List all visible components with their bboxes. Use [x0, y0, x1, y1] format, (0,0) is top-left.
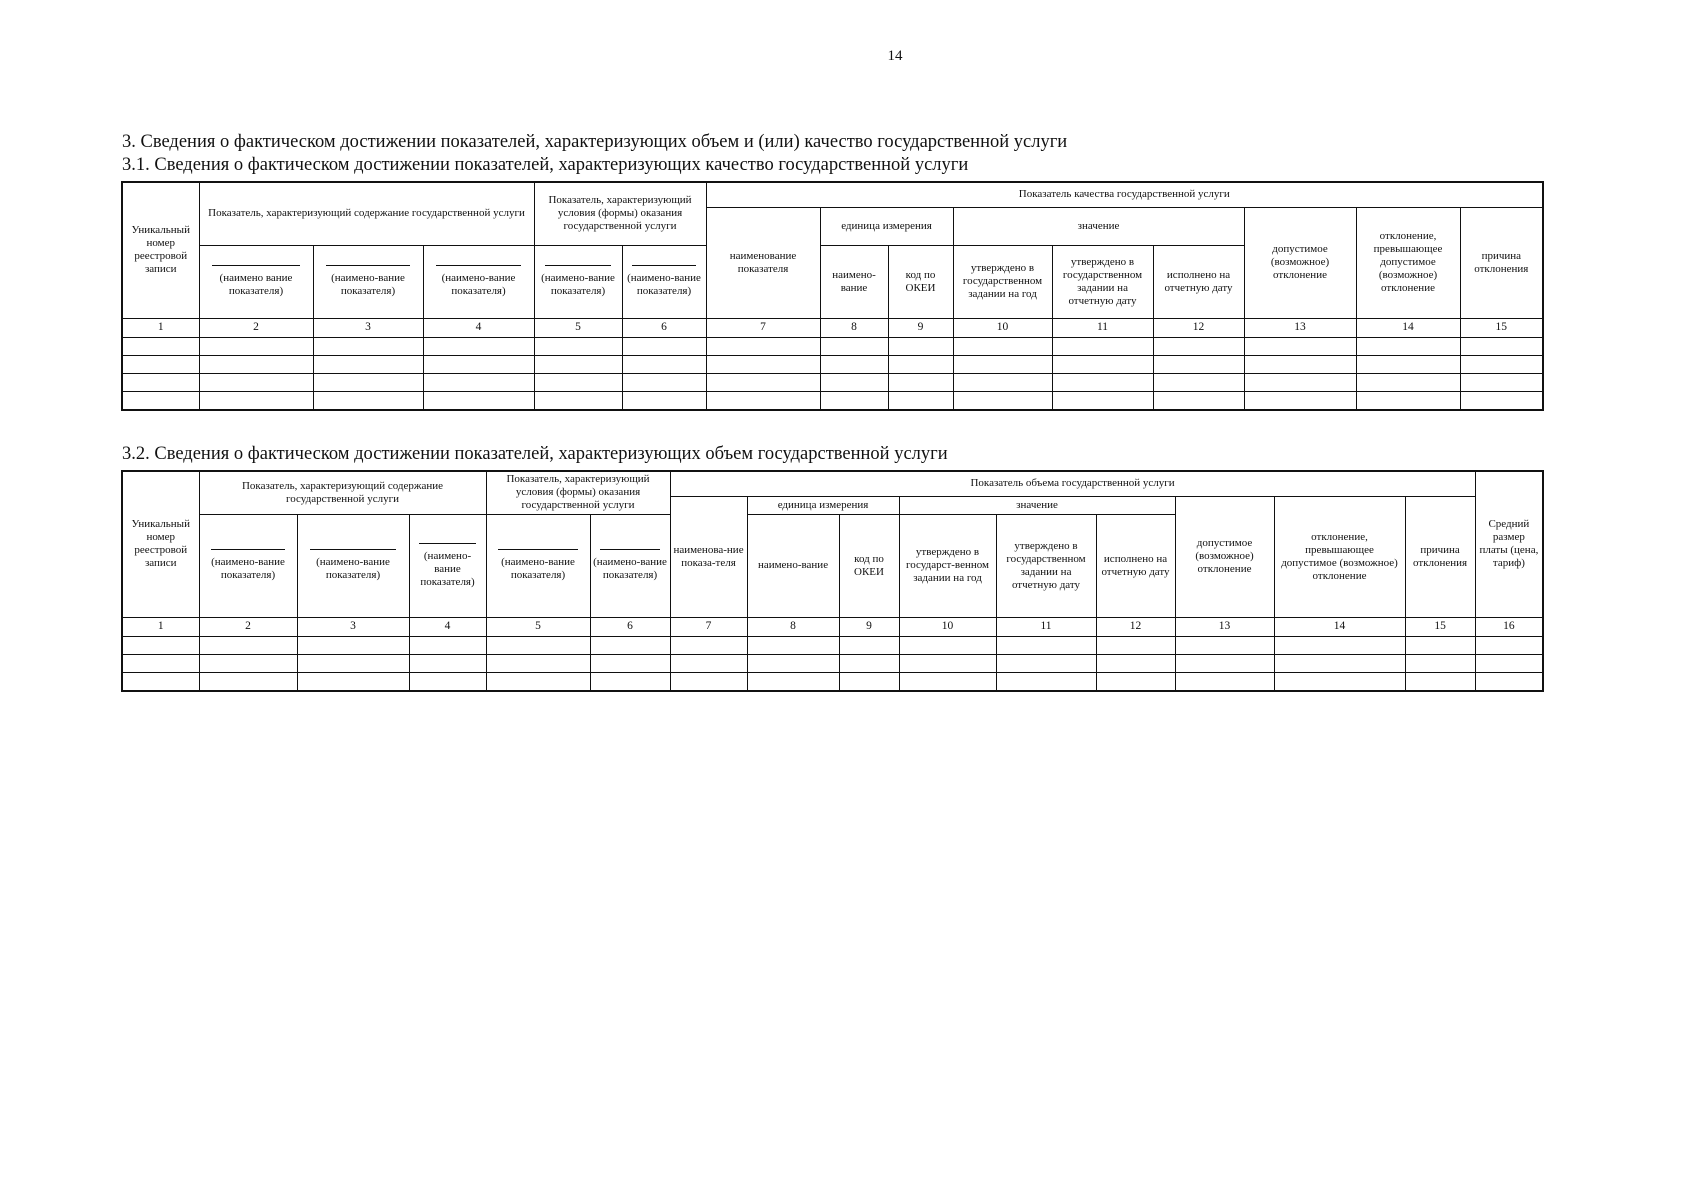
- approved-date-header: утверждено в государственном задании на отчетную дату: [1052, 245, 1153, 318]
- unit-name-header: наимено-вание: [820, 245, 888, 318]
- table-row: [122, 654, 1543, 672]
- column-number: 14: [1356, 318, 1460, 337]
- sub-label: (наимено-вание показателя): [199, 514, 297, 617]
- sub-label: (наимено-вание показателя): [313, 245, 423, 318]
- column-number: 16: [1475, 617, 1543, 636]
- volume-indicator-header: Показатель объема государственной услуги: [670, 471, 1475, 496]
- column-number: 9: [839, 617, 899, 636]
- column-number: 5: [486, 617, 590, 636]
- indicator-name-header: наименова-ние показа-теля: [670, 496, 747, 617]
- okei-code-header: код по ОКЕИ: [888, 245, 953, 318]
- section-3-2-heading: 3.2. Сведения о фактическом достижении показателей, характеризующих объем государственной услуги: [122, 444, 948, 464]
- indicator-name-header: наименование показателя: [706, 207, 820, 318]
- section-3-1-heading: 3.1. Сведения о фактическом достижении показателей, характеризующих качество государственной услуги: [122, 155, 969, 175]
- unit-header: единица измерения: [820, 207, 953, 245]
- column-number: 11: [996, 617, 1096, 636]
- column-numbers-row: [122, 318, 1543, 337]
- sub-label: (наимено-вание показателя): [486, 514, 590, 617]
- approved-date-header: утверждено в государственном задании на отчетную дату: [996, 514, 1096, 617]
- approved-year-header: утверждено в государственном задании на год: [953, 245, 1052, 318]
- average-fee-header: Средний размер платы (цена, тариф): [1475, 471, 1543, 617]
- conditions-indicator-header: Показатель, характеризующий условия (формы) оказания государственной услуги: [534, 182, 706, 245]
- sub-label: (наимено-вание показателя): [534, 245, 622, 318]
- exceeding-deviation-header: отклонение, превышающее допустимое (возможное) отклонение: [1274, 496, 1405, 617]
- column-number: 7: [706, 318, 820, 337]
- column-numbers-row: [122, 617, 1543, 636]
- sub-label: (наимено-вание показателя): [297, 514, 409, 617]
- table-row: [122, 373, 1543, 391]
- table-row: [122, 636, 1543, 654]
- column-number: 2: [199, 318, 313, 337]
- value-header: значение: [899, 496, 1175, 514]
- deviation-reason-header: причина отклонения: [1460, 207, 1543, 318]
- quality-indicators-table: [121, 181, 1544, 411]
- column-number: 4: [409, 617, 486, 636]
- page-number: 14: [887, 48, 903, 64]
- column-number: 6: [622, 318, 706, 337]
- column-number: 15: [1405, 617, 1475, 636]
- quality-indicator-header: Показатель качества государственной услуги: [706, 182, 1543, 207]
- column-number: 14: [1274, 617, 1405, 636]
- column-number: 1: [122, 617, 199, 636]
- executed-date-header: исполнено на отчетную дату: [1096, 514, 1175, 617]
- column-number: 13: [1244, 318, 1356, 337]
- column-number: 3: [313, 318, 423, 337]
- column-number: 4: [423, 318, 534, 337]
- unique-number-header: Уникальный номер реестровой записи: [122, 182, 199, 318]
- column-number: 11: [1052, 318, 1153, 337]
- approved-year-header: утверждено в государст-венном задании на год: [899, 514, 996, 617]
- column-number: 2: [199, 617, 297, 636]
- table-row: [122, 391, 1543, 410]
- sub-label: (наимено вание показателя): [199, 245, 313, 318]
- sub-label: (наимено-вание показателя): [622, 245, 706, 318]
- column-number: 12: [1153, 318, 1244, 337]
- column-number: 6: [590, 617, 670, 636]
- sub-label: (наимено-вание показателя): [423, 245, 534, 318]
- table-row: [122, 355, 1543, 373]
- table-row: [122, 337, 1543, 355]
- section-3-heading: 3. Сведения о фактическом достижении показателей, характеризующих объем и (или) качество государственной услуги: [122, 132, 1068, 152]
- sub-label: (наимено-вание показателя): [590, 514, 670, 617]
- column-number: 1: [122, 318, 199, 337]
- volume-indicators-table: [121, 470, 1544, 692]
- column-number: 13: [1175, 617, 1274, 636]
- unique-number-header: Уникальный номер реестровой записи: [122, 471, 199, 617]
- deviation-reason-header: причина отклонения: [1405, 496, 1475, 617]
- conditions-indicator-header: Показатель, характеризующий условия (формы) оказания государственной услуги: [486, 471, 670, 514]
- column-number: 12: [1096, 617, 1175, 636]
- content-indicator-header: Показатель, характеризующий содержание государственной услуги: [199, 471, 486, 514]
- allowed-deviation-header: допустимое (возможное) отклонение: [1175, 496, 1274, 617]
- exceeding-deviation-header: отклонение, превышающее допустимое (возможное) отклонение: [1356, 207, 1460, 318]
- column-number: 9: [888, 318, 953, 337]
- column-number: 3: [297, 617, 409, 636]
- sub-label: (наимено-вание показателя): [409, 514, 486, 617]
- column-number: 10: [899, 617, 996, 636]
- column-number: 8: [820, 318, 888, 337]
- column-number: 15: [1460, 318, 1543, 337]
- unit-name-header: наимено-вание: [747, 514, 839, 617]
- executed-date-header: исполнено на отчетную дату: [1153, 245, 1244, 318]
- table-row: [122, 672, 1543, 691]
- column-number: 8: [747, 617, 839, 636]
- value-header: значение: [953, 207, 1244, 245]
- allowed-deviation-header: допустимое (возможное) отклонение: [1244, 207, 1356, 318]
- column-number: 7: [670, 617, 747, 636]
- content-indicator-header: Показатель, характеризующий содержание государственной услуги: [199, 182, 534, 245]
- okei-code-header: код по ОКЕИ: [839, 514, 899, 617]
- column-number: 5: [534, 318, 622, 337]
- unit-header: единица измерения: [747, 496, 899, 514]
- column-number: 10: [953, 318, 1052, 337]
